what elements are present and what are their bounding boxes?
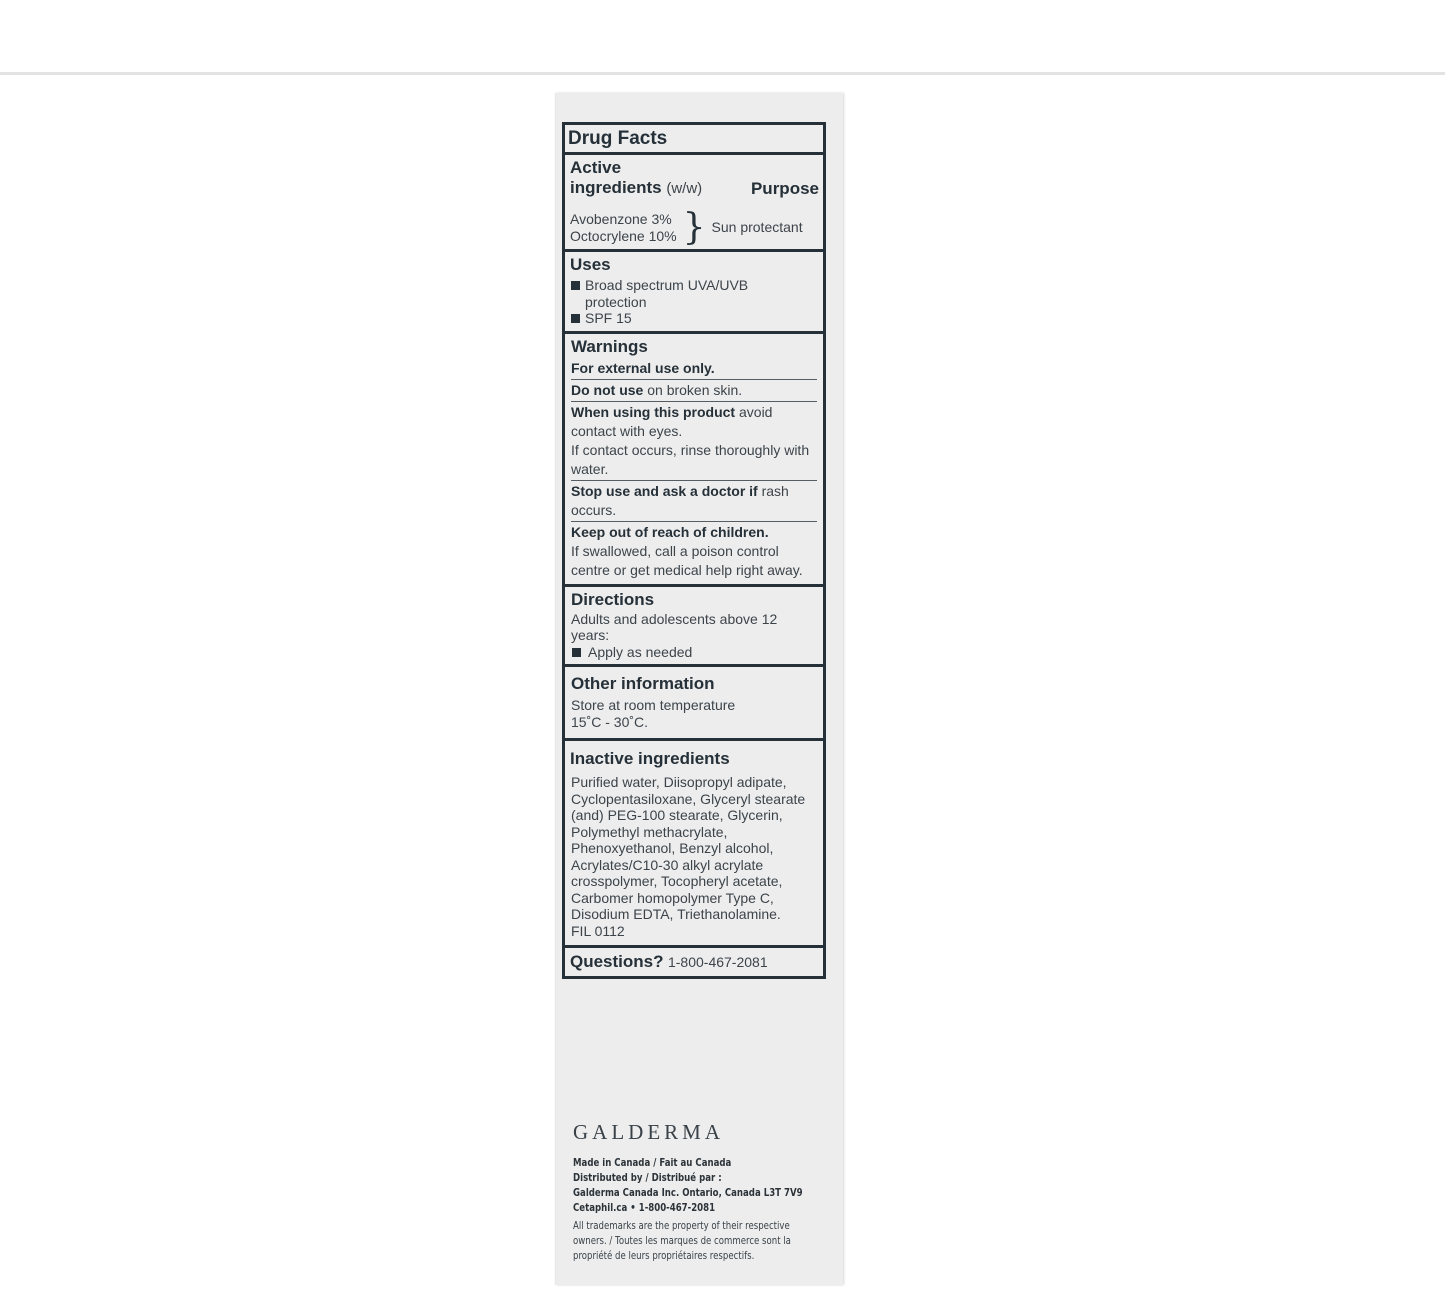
- directions-section: [565, 584, 823, 665]
- drug-facts-title: Drug Facts: [568, 128, 668, 149]
- other-information-line1: Store at room temperature: [571, 697, 736, 713]
- purpose-value: Sun protectant: [711, 219, 803, 236]
- questions-phone: 1-800-467-2081: [667, 954, 768, 970]
- ingredient-list: [570, 211, 677, 244]
- drug-facts-panel: [562, 122, 826, 979]
- bullet-square-icon: [571, 314, 580, 323]
- uses-item: [570, 277, 819, 310]
- ingredient-octocrylene: Octocrylene 10%: [570, 227, 677, 244]
- inactive-ingredients-heading: Inactive ingredients: [570, 749, 730, 768]
- warning-stop-use-text: rash occurs.: [571, 482, 789, 518]
- ingredient-row: [570, 206, 819, 248]
- warning-do-not-use-bold: Do not use: [571, 381, 644, 398]
- warning-when-using: [571, 403, 817, 441]
- active-heading-unit: (w/w): [666, 180, 703, 197]
- uses-heading: Uses: [570, 255, 611, 274]
- active-heading-row: [570, 158, 819, 199]
- warning-stop-use: [571, 482, 817, 520]
- divider: [571, 401, 817, 402]
- directions-heading: Directions: [571, 589, 655, 609]
- questions-section: [565, 945, 823, 976]
- drug-facts-title-section: [565, 125, 823, 152]
- warning-swallowed: If swallowed, call a poison control centre or get medical help right away.: [571, 542, 803, 578]
- inactive-ingredients-section: [565, 738, 823, 945]
- other-information-section: [565, 664, 823, 738]
- directions-text: Adults and adolescents above 12 years:: [571, 610, 778, 643]
- divider: [571, 521, 817, 522]
- galderma-logo: GALDERMA: [573, 1120, 724, 1144]
- warning-stop-use-bold: Stop use and ask a doctor if: [571, 482, 758, 499]
- uses-item: [570, 310, 819, 327]
- active-ingredients-section: [565, 152, 823, 249]
- directions-item-text: Apply as needed: [588, 643, 693, 660]
- warning-when-using-text: avoid contact with eyes.: [571, 403, 773, 439]
- warning-do-not-use: [571, 381, 817, 400]
- top-bar: [0, 0, 1445, 75]
- bullet-square-icon: [572, 648, 581, 657]
- active-heading-line2: ingredients: [570, 178, 662, 197]
- warnings-section: [565, 331, 823, 584]
- footer-website-phone: Cetaphil.ca • 1-800-467-2081: [573, 1201, 716, 1214]
- ingredient-avobenzone: Avobenzone 3%: [570, 211, 672, 227]
- other-information-heading: Other information: [571, 674, 715, 693]
- footer-trademark-line2: owners. / Toutes les marques de commerce sont la: [573, 1234, 791, 1247]
- directions-item: [571, 644, 819, 661]
- uses-item-text: SPF 15: [585, 310, 632, 326]
- footer-address: Galderma Canada Inc. Ontario, Canada L3T 7V9: [573, 1186, 803, 1199]
- uses-item-text: Broad spectrum UVA/UVB protection: [585, 277, 749, 310]
- warning-contact: If contact occurs, rinse thoroughly with water.: [571, 441, 810, 477]
- bullet-square-icon: [571, 281, 580, 290]
- uses-section: [565, 249, 823, 331]
- divider: [571, 480, 817, 481]
- footer-distributed-by: Distributed by / Distribué par :: [573, 1171, 722, 1184]
- inactive-ingredients-code: FIL 0112: [571, 922, 625, 939]
- active-heading-line1: Active: [570, 158, 622, 177]
- footer-trademark-line3: propriété de leurs propriétaires respectifs.: [573, 1249, 755, 1262]
- warnings-heading: Warnings: [571, 336, 648, 356]
- active-ingredients-heading: [570, 158, 702, 199]
- brace-glyph: }: [682, 206, 706, 248]
- footer-made-in: Made in Canada / Fait au Canada: [573, 1156, 732, 1169]
- other-information-line2: 15˚C - 30˚C.: [571, 713, 649, 730]
- manufacturer-footer: [573, 1120, 833, 1263]
- inactive-ingredients-text: Purified water, Diisopropyl adipate, Cyclopentasiloxane, Glyceryl stearate (and) PEG-100 stearate, Glycerin, Polymethyl methacrylate, Phenoxyethanol, Benzyl alcohol, Acrylates/C10-30 alkyl acrylate crosspolymer, Tocopheryl acetate, Carbomer homopolymer Type C, Disodium EDTA, Triethanolamine.: [571, 774, 806, 922]
- warning-when-using-bold: When using this product: [571, 403, 736, 420]
- purpose-heading: Purpose: [750, 179, 819, 198]
- divider: [571, 379, 817, 380]
- warning-do-not-use-text: on broken skin.: [647, 381, 743, 398]
- warning-external: For external use only.: [571, 359, 715, 376]
- questions-heading: Questions?: [570, 952, 664, 971]
- warning-keep-out: Keep out of reach of children.: [571, 523, 769, 540]
- footer-trademark-line1: All trademarks are the property of their respective: [573, 1219, 790, 1232]
